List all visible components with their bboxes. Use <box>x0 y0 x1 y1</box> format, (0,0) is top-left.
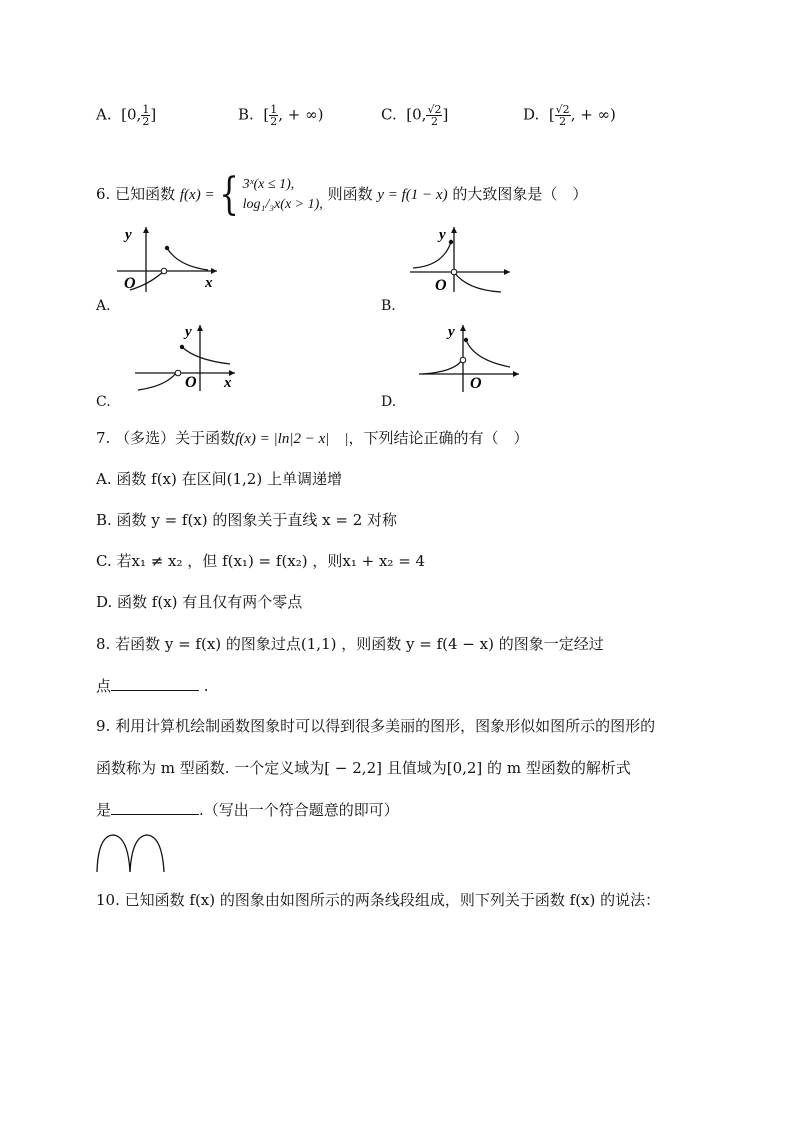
q7-option-c: C. 若x₁ ≠ x₂ ，但 f(x₁) = f(x₂) ，则x₁ + x₂ = 4 <box>96 552 426 570</box>
closed-dot <box>180 345 184 349</box>
y-label: y <box>439 227 446 243</box>
q6-stem <box>96 169 588 220</box>
q6-function-name: f(x) = <box>179 187 215 203</box>
q6-tail: 的大致图象是（ ） <box>452 185 588 203</box>
q5-option-d-label: D. <box>523 105 540 124</box>
q7-stem <box>96 428 529 449</box>
q5-option-d-fraction: $\frac{√2}{2}$ <box>555 103 570 128</box>
q6-graph-c-label: C. <box>96 394 111 410</box>
curve-right <box>454 272 501 292</box>
q5-option-c-close: ] <box>442 105 449 124</box>
q6-suffix: 则函数 <box>327 185 373 203</box>
q5-option-c <box>381 104 448 127</box>
m-shape-left-arch <box>97 835 130 872</box>
q9-line-3-prefix: 是 <box>96 801 112 819</box>
q9-line-3-suffix: .（写出一个符合题意的即可） <box>199 801 399 819</box>
q5-option-d <box>523 104 616 127</box>
curve-right <box>167 248 208 270</box>
closed-dot <box>464 338 468 342</box>
q5-option-b-label: B. <box>238 105 254 124</box>
q6-prefix: 6. 已知函数 <box>96 185 176 203</box>
curve-left <box>413 242 451 268</box>
curve-left <box>422 360 462 374</box>
q9-line-1: 9. 利用计算机绘制函数图象时可以得到很多美丽的图形，图象形似如图所示的图形的 <box>96 717 656 735</box>
open-dot <box>161 268 167 274</box>
origin-label: O <box>124 275 136 292</box>
q6-graph-b-label: B. <box>381 298 396 314</box>
origin-label: O <box>185 374 197 391</box>
q9-m-shape-figure <box>94 832 174 874</box>
m-shape-right-arch <box>130 835 164 872</box>
curve-left <box>138 373 176 390</box>
q9-answer-blank[interactable] <box>111 800 199 815</box>
q6-graph-a-label: A. <box>96 298 111 314</box>
origin-label: O <box>470 375 482 392</box>
q7-stem-tail: ，下列结论正确的有（ ） <box>348 429 529 447</box>
q5-option-b <box>238 104 323 127</box>
closed-dot <box>165 246 169 250</box>
q6-y-expression: y = f(1 − x) <box>377 187 448 203</box>
x-label: x <box>224 375 232 391</box>
q5-option-c-label: C. <box>381 105 397 124</box>
open-dot <box>460 357 466 363</box>
closed-dot <box>449 240 453 244</box>
q6-brace: { <box>218 169 239 220</box>
q6-piece-2: log₁/₃x(x > 1), <box>242 197 323 212</box>
q7-option-d: D. 函数 f(x) 有且仅有两个零点 <box>96 593 303 611</box>
q5-option-a <box>96 104 156 127</box>
q6-graph-d <box>414 320 524 392</box>
q5-option-b-close: , + ∞) <box>278 105 324 124</box>
origin-label: O <box>435 277 447 294</box>
q6-piecewise <box>243 175 323 215</box>
y-label: y <box>125 227 132 243</box>
curve-right <box>182 347 230 364</box>
q7-stem-text: 7. （多选）关于函数 <box>96 429 236 447</box>
q5-option-a-open: [0, <box>121 105 142 124</box>
y-label: y <box>185 324 192 340</box>
q8-answer-blank[interactable] <box>111 676 199 691</box>
q7-option-b: B. 函数 y = f(x) 的图象关于直线 x = 2 对称 <box>96 511 398 529</box>
q7-option-a: A. 函数 f(x) 在区间(1,2) 上单调递增 <box>96 470 342 488</box>
q5-option-c-fraction: $\frac{√2}{2}$ <box>427 103 442 128</box>
open-dot <box>451 269 457 275</box>
q5-option-a-label: A. <box>96 105 112 124</box>
x-label: x <box>205 275 213 291</box>
q8-line-2-prefix: 点 <box>96 677 112 695</box>
q8-line-2 <box>96 676 209 696</box>
q6-graph-d-label: D. <box>381 394 397 410</box>
q5-option-a-close: ] <box>150 105 157 124</box>
q5-option-c-open: [0, <box>406 105 427 124</box>
q9-line-3 <box>96 800 399 820</box>
q5-option-d-open: [ <box>548 105 555 124</box>
curve-right <box>466 340 510 367</box>
q8-line-2-suffix: . <box>203 677 209 695</box>
y-label: y <box>448 324 455 340</box>
q10-line-1: 10. 已知函数 f(x) 的图象由如图所示的两条线段组成，则下列关于函数 f(x) 的说法： <box>96 891 661 909</box>
open-dot <box>175 370 181 376</box>
q5-option-a-fraction: $\frac{1}{2}$ <box>142 103 150 128</box>
q6-graph-a <box>112 224 222 294</box>
q8-line-1: 8. 若函数 y = f(x) 的图象过点(1,1) ，则函数 y = f(4 − x) 的图象一定经过 <box>96 635 604 653</box>
q7-function-expression: f(x) = |ln|2 − x| | <box>235 431 349 447</box>
q6-piece-1: 3ˣ(x ≤ 1), <box>242 177 295 192</box>
q6-graph-b <box>405 224 515 294</box>
q6-graph-c <box>130 320 240 392</box>
q9-line-2: 函数称为 m 型函数. 一个定义域为[ − 2,2] 且值域为[0,2] 的 m 型函数的解析式 <box>96 759 631 777</box>
q5-option-d-close: , + ∞) <box>570 105 616 124</box>
q5-option-b-open: [ <box>263 105 270 124</box>
q5-option-b-fraction: $\frac{1}{2}$ <box>270 103 278 128</box>
